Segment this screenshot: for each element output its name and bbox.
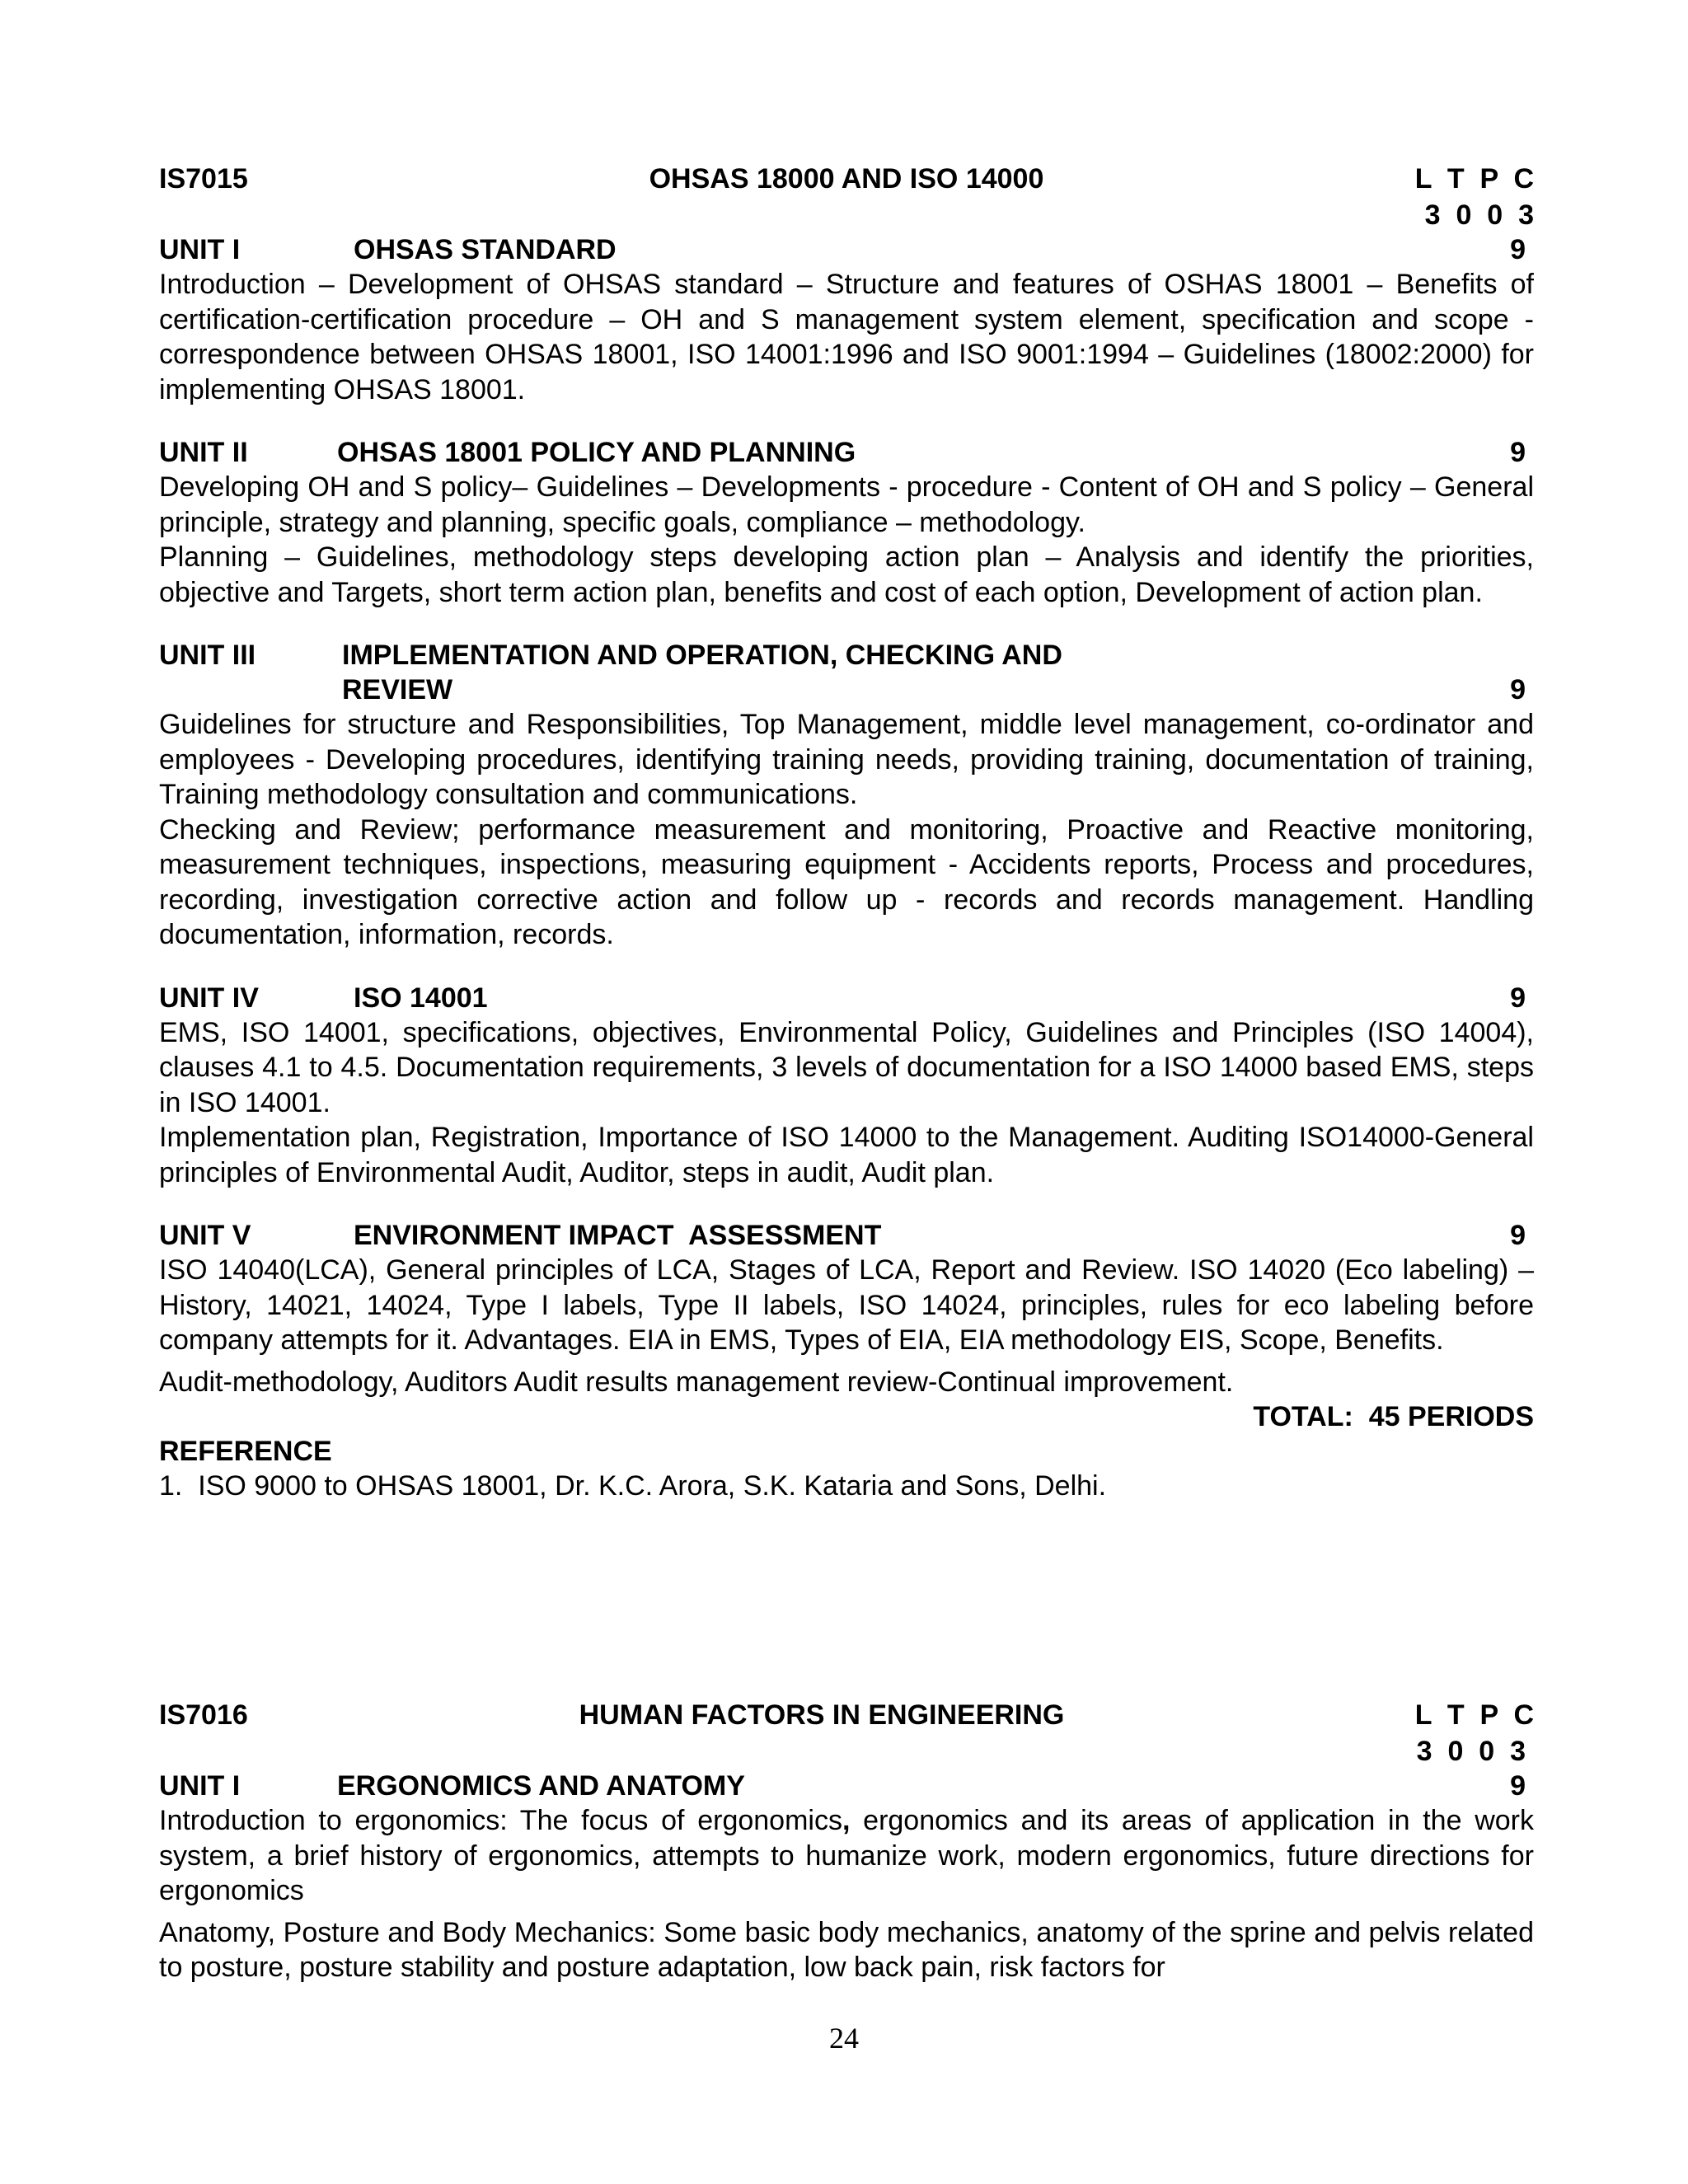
unit-title: ISO 14001 bbox=[354, 982, 488, 1014]
para-text: Introduction to ergonomics: The focus of ergonomics bbox=[159, 1805, 842, 1836]
para-bold-comma: , bbox=[842, 1805, 851, 1836]
unit-title: OHSAS STANDARD bbox=[354, 234, 617, 265]
course-is7016 bbox=[159, 1698, 1534, 1985]
unit-paragraph: Guidelines for structure and Responsibilities, Top Management, middle level management, co-ordinator and employees - Developing procedures, identifying training needs, providing training, documentation of training, Training methodology consultation and communications. bbox=[159, 709, 1534, 810]
unit-number: UNIT IV bbox=[159, 982, 259, 1014]
reference-heading: REFERENCE bbox=[159, 1436, 332, 1467]
reference-item: 1. ISO 9000 to OHSAS 18001, Dr. K.C. Arora, S.K. Kataria and Sons, Delhi. bbox=[159, 1470, 1107, 1502]
unit-number: UNIT I bbox=[159, 1770, 241, 1802]
unit-number: UNIT I bbox=[159, 234, 241, 265]
course-code: IS7016 bbox=[159, 1699, 248, 1731]
ltpc-header: L T P C bbox=[1414, 1699, 1534, 1731]
unit-paragraph: ISO 14040(LCA), General principles of LCA, Stages of LCA, Report and Review. ISO 14020 (Eco labeling) – History, 14021, 14024, Type I labels, Type II labels, ISO 14024, principles, rules for eco labeling before company attempts for it. Advantages. EIA in EMS, Types of EIA, EIA methodology EIS, Scope, Benefits. bbox=[159, 1254, 1534, 1356]
unit-title-line2: REVIEW bbox=[342, 674, 453, 705]
unit-title-line1: IMPLEMENTATION AND OPERATION, CHECKING AND bbox=[342, 640, 1062, 671]
ltpc-values: 3 0 0 3 bbox=[1424, 199, 1534, 231]
course-title: HUMAN FACTORS IN ENGINEERING bbox=[579, 1699, 1065, 1731]
unit-hours: 9 bbox=[1510, 1220, 1526, 1251]
unit-hours: 9 bbox=[1510, 982, 1526, 1014]
unit-paragraph: Developing OH and S policy– Guidelines – Developments - procedure - Content of OH and S policy – General principle, strategy and planning, specific goals, compliance – methodology. bbox=[159, 471, 1534, 538]
unit-heading bbox=[159, 1769, 1534, 1803]
unit-heading bbox=[159, 1218, 1534, 1253]
unit-hours: 9 bbox=[1510, 674, 1526, 705]
unit-paragraph: Introduction – Development of OHSAS standard – Structure and features of OSHAS 18001 – Benefits of certification-certification procedure – OH and S management system element, specification and scope - correspondence between OHSAS 18001, ISO 14001:1996 and ISO 9001:1994 – Guidelines (18002:2000) for implementing OHSAS 18001. bbox=[159, 269, 1534, 405]
unit-paragraph bbox=[159, 1803, 1534, 1909]
unit-heading bbox=[159, 981, 1534, 1015]
unit-paragraph: Audit-methodology, Auditors Audit results management review-Continual improvement. bbox=[159, 1366, 1234, 1398]
course-header bbox=[159, 162, 1534, 198]
unit-paragraph: Implementation plan, Registration, Importance of ISO 14000 to the Management. Auditing ISO14000-General principles of Environmental Audit, Auditor, steps in audit, Audit plan. bbox=[159, 1122, 1534, 1188]
unit-hours: 9 bbox=[1510, 437, 1526, 468]
unit-paragraph: Anatomy, Posture and Body Mechanics: Some basic body mechanics, anatomy of the sprine and pelvis related to posture, posture stability and posture adaptation, low back pain, risk factors for bbox=[159, 1916, 1534, 1983]
unit-title: ERGONOMICS AND ANATOMY bbox=[337, 1770, 745, 1802]
unit-title: ENVIRONMENT IMPACT ASSESSMENT bbox=[354, 1220, 882, 1251]
unit-heading bbox=[159, 232, 1534, 267]
ltpc-header: L T P C bbox=[1414, 163, 1534, 194]
unit-heading bbox=[159, 638, 1534, 707]
unit-paragraph: Planning – Guidelines, methodology steps developing action plan – Analysis and identify the priorities, objective and Targets, short term action plan, benefits and cost of each option, Development of action plan. bbox=[159, 541, 1534, 608]
unit-paragraph: EMS, ISO 14001, specifications, objectives, Environmental Policy, Guidelines and Principles (ISO 14004), clauses 4.1 to 4.5. Documentation requirements, 3 levels of documentation for a ISO 14000 based EMS, steps in ISO 14001. bbox=[159, 1016, 1534, 1118]
total-periods: TOTAL: 45 PERIODS bbox=[1253, 1401, 1534, 1432]
page-number: 24 bbox=[829, 2022, 859, 2055]
course-header bbox=[159, 1698, 1534, 1734]
unit-number: UNIT III bbox=[159, 640, 256, 671]
unit-hours: 9 bbox=[1510, 234, 1526, 265]
unit-title: OHSAS 18001 POLICY AND PLANNING bbox=[337, 437, 856, 468]
unit-number: UNIT II bbox=[159, 437, 248, 468]
para-text: ergonomics and its areas of application in the work system, a brief history of ergonomics, attempts to humanize work, modern ergonomics, future directions for ergonomics bbox=[159, 1805, 1534, 1906]
course-code: IS7015 bbox=[159, 163, 248, 194]
course-title: OHSAS 18000 AND ISO 14000 bbox=[649, 163, 1044, 194]
unit-paragraph: Checking and Review; performance measurement and monitoring, Proactive and Reactive monitoring, measurement techniques, inspections, measuring equipment - Accidents reports, Process and procedures, recording, investigation corrective action and follow up - records and records management. Handling documentation, information, records. bbox=[159, 813, 1534, 950]
unit-hours: 9 bbox=[1510, 1770, 1526, 1802]
unit-heading bbox=[159, 435, 1534, 470]
ltpc-values: 3 0 0 3 bbox=[1416, 1736, 1526, 1767]
course-is7015 bbox=[159, 162, 1534, 1503]
unit-number: UNIT V bbox=[159, 1220, 251, 1251]
